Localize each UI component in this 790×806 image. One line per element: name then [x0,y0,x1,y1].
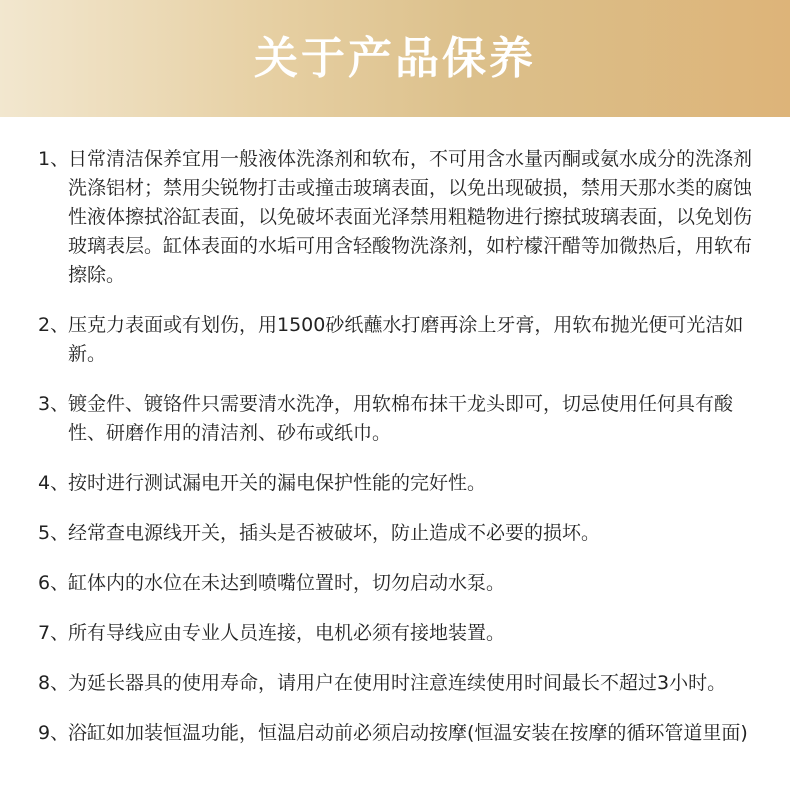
item-text: 镀金件、镀铬件只需要清水洗净，用软棉布抹干龙头即可，切忌使用任何具有酸性、研磨作用的清洁剂、砂布或纸巾。 [68,393,734,444]
header-banner [0,0,790,117]
item-text: 经常查电源线开关，插头是否被破坏，防止造成不必要的损坏。 [68,522,601,544]
care-instructions-list [0,145,790,769]
item-number: 3、 [38,393,70,415]
item-text: 缸体内的水位在未达到喷嘴位置时，切勿启动水泵。 [68,572,506,594]
item-text: 按时进行测试漏电开关的漏电保护性能的完好性。 [68,472,487,494]
item-number: 4、 [38,472,70,494]
item-text: 浴缸如加装恒温功能，恒温启动前必须启动按摩(恒温安装在按摩的循环管道里面) [68,722,748,744]
item-text: 压克力表面或有划伤，用1500砂纸蘸水打磨再涂上牙膏，用软布抛光便可光洁如新。 [68,314,744,365]
list-item [0,619,790,648]
item-number: 2、 [38,314,70,336]
item-number: 8、 [38,672,70,694]
item-number: 5、 [38,522,70,544]
item-text: 日常清洁保养宜用一般液体洗涤剂和软布，不可用含水量丙酮或氨水成分的洗涤剂洗涤铝材；禁用尖锐物打击或撞击玻璃表面，以免出现破损，禁用天那水类的腐蚀性液体擦拭浴缸表面，以免破坏表面光泽禁用粗糙物进行擦拭玻璃表面，以免划伤玻璃表层。缸体表面的水垢可用含轻酸物洗涤剂，如柠檬汗醋等加微热后，用软布擦除。 [68,148,753,286]
list-item [0,569,790,598]
list-item [0,719,790,748]
list-item [0,145,790,290]
item-number: 7、 [38,622,70,644]
list-item [0,390,790,448]
item-number: 1、 [38,148,70,170]
item-number: 6、 [38,572,70,594]
list-item [0,669,790,698]
item-text: 所有导线应由专业人员连接，电机必须有接地装置。 [68,622,506,644]
list-item [0,519,790,548]
list-item [0,311,790,369]
list-item [0,469,790,498]
page-title: 关于产品保养 [254,32,536,84]
item-number: 9、 [38,722,70,744]
item-text: 为延长器具的使用寿命，请用户在使用时注意连续使用时间最长不超过3小时。 [68,672,727,694]
